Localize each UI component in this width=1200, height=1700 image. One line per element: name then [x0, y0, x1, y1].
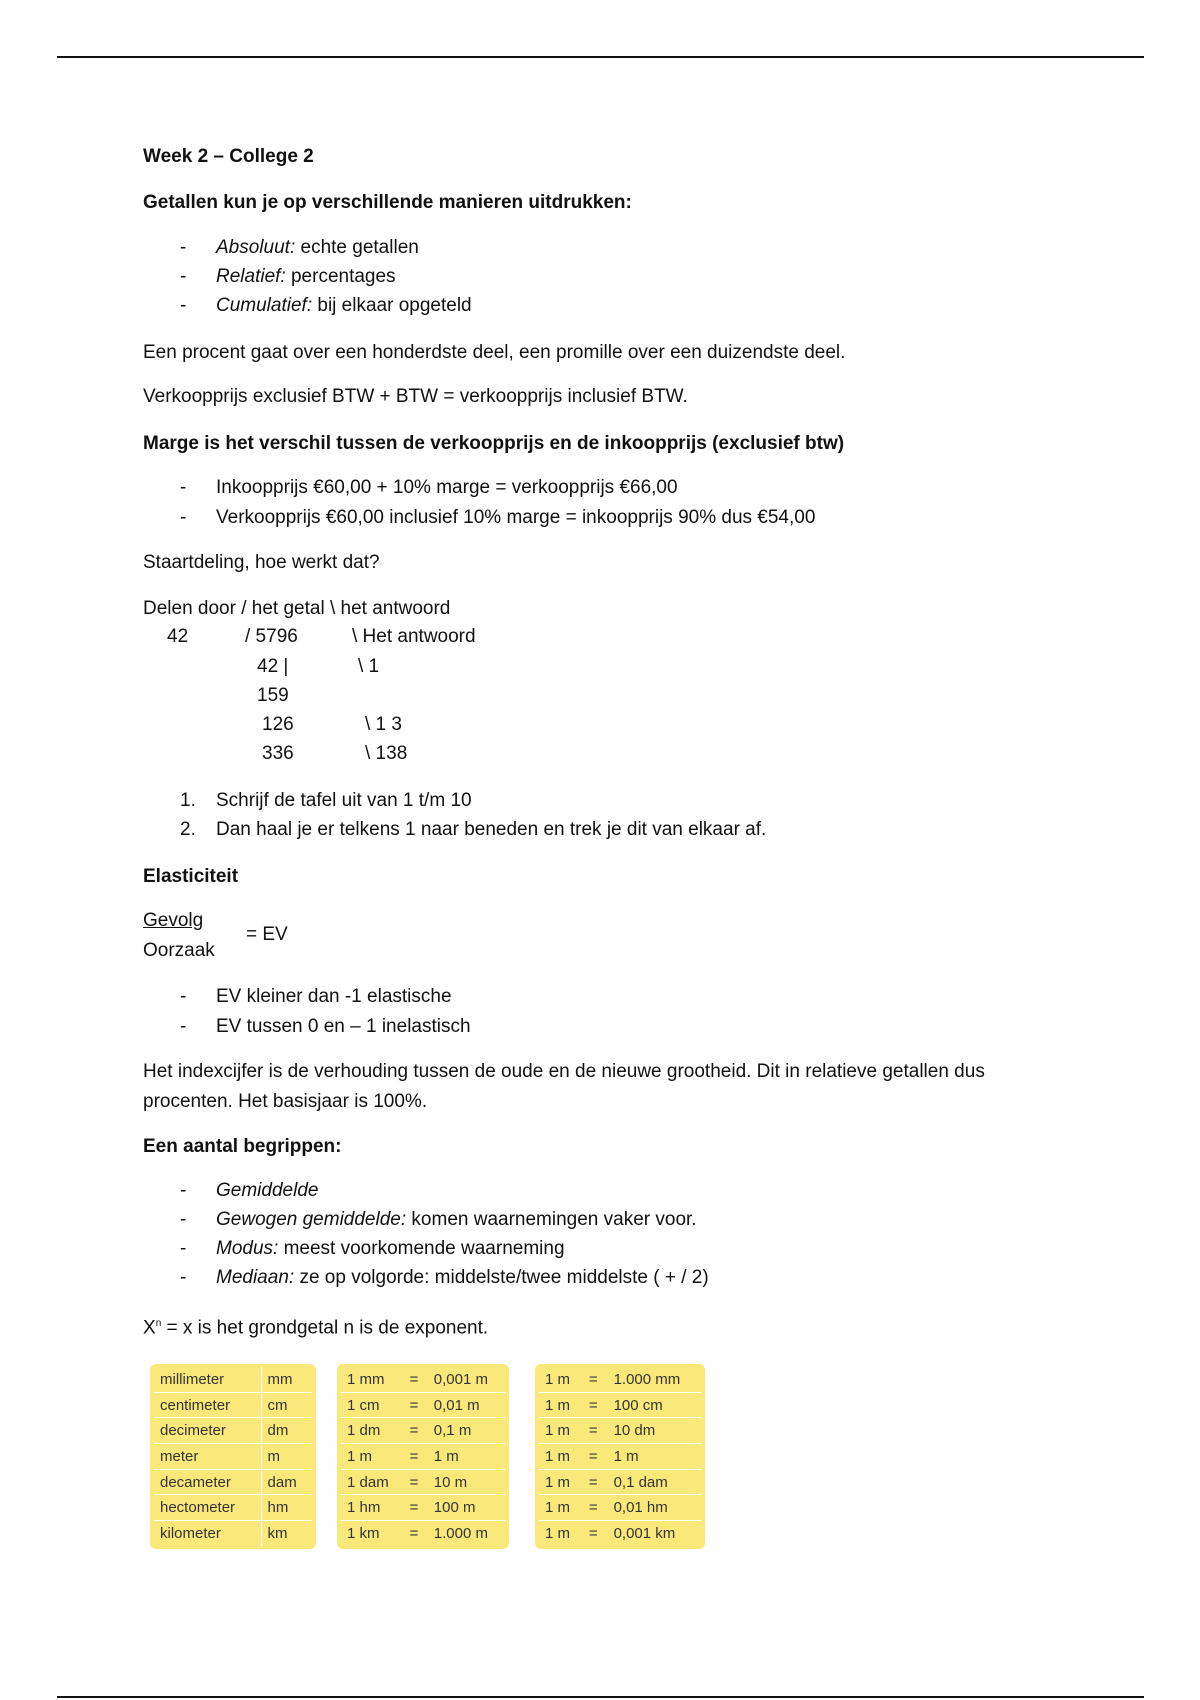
term-desc: percentages — [285, 266, 396, 287]
table-cell: m — [261, 1444, 312, 1470]
term-desc: komen waarnemingen vaker voor. — [406, 1209, 697, 1230]
division-step: 42 | — [257, 656, 289, 677]
term-desc: meest voorkomende waarneming — [278, 1238, 565, 1259]
table-cell: dam — [261, 1469, 312, 1495]
term: Cumulatief: — [216, 295, 313, 316]
table-cell: = — [583, 1392, 608, 1418]
table-cell: = — [404, 1495, 428, 1521]
term-desc: echte getallen — [295, 237, 419, 258]
division-answer: \ 138 — [365, 743, 408, 764]
table-cell: kilometer — [160, 1524, 221, 1542]
table-cell: 10 dm — [608, 1418, 701, 1444]
table-row — [341, 1521, 505, 1546]
bullet-dash: - — [180, 1267, 187, 1288]
term: Mediaan: — [216, 1267, 295, 1288]
table-cell: dm — [261, 1418, 312, 1444]
table-row — [341, 1418, 505, 1444]
step-text: Dan haal je er telkens 1 naar beneden en trek je dit van elkaar af. — [216, 819, 767, 840]
table-cell: 1 dm — [341, 1418, 404, 1444]
table-cell: km — [261, 1521, 312, 1546]
bullet-dash: - — [180, 1016, 187, 1037]
table-cell: 0,1 dam — [608, 1469, 701, 1495]
fraction-result: = EV — [246, 924, 288, 945]
btw-paragraph: Verkoopprijs exclusief BTW + BTW = verkoopprijs inclusief BTW. — [143, 386, 688, 407]
table-row — [341, 1367, 505, 1392]
division-divisor: 42 — [167, 626, 189, 647]
bullet-dash: - — [180, 986, 187, 1007]
bullet-dash: - — [180, 1238, 187, 1259]
table-cell: 1 m — [539, 1444, 583, 1470]
table-row — [154, 1444, 312, 1470]
division-answer: \ 1 3 — [365, 714, 402, 735]
fraction-numerator: Gevolg — [143, 910, 204, 931]
table-row — [154, 1418, 312, 1444]
term-desc: bij elkaar opgeteld — [312, 295, 472, 316]
table-cell: 100 cm — [608, 1392, 701, 1418]
exponent-line — [143, 1309, 488, 1342]
table-cell: 0,001 m — [428, 1367, 505, 1392]
table-cell: 1 m — [539, 1469, 583, 1495]
table-row — [154, 1392, 312, 1418]
table-cell: = — [583, 1469, 608, 1495]
table-cell: 1 m — [341, 1444, 404, 1470]
header-rule — [57, 56, 1144, 58]
table-row — [539, 1521, 701, 1546]
concepts-heading: Een aantal begrippen: — [143, 1136, 342, 1157]
table-cell: centimeter — [154, 1392, 261, 1418]
table-row — [539, 1367, 701, 1392]
bullet-dash: - — [180, 1209, 187, 1230]
bullet-dash: - — [180, 477, 187, 498]
table-row — [539, 1469, 701, 1495]
table-cell: = — [583, 1418, 608, 1444]
table-cell: 1.000 m — [433, 1524, 488, 1542]
footer-rule — [57, 1696, 1144, 1698]
table-cell: 100 m — [428, 1495, 505, 1521]
division-step: 159 — [257, 685, 289, 706]
table-row — [341, 1444, 505, 1470]
table-row — [539, 1418, 701, 1444]
table-row — [154, 1495, 312, 1521]
table-cell: 1.000 mm — [608, 1367, 701, 1392]
units-table — [150, 1364, 316, 1549]
percent-paragraph: Een procent gaat over een honderdste deel, een promille over een duizendste deel. — [143, 342, 846, 363]
table-cell: hm — [261, 1495, 312, 1521]
table-row — [539, 1495, 701, 1521]
table-cell: 1 m — [539, 1367, 583, 1392]
table-row — [539, 1444, 701, 1470]
table-row — [154, 1521, 312, 1546]
bullet-dash: - — [180, 295, 187, 316]
exponent-base: X — [143, 1317, 156, 1339]
table-cell: 1 m — [545, 1524, 571, 1542]
elasticity-heading: Elasticiteit — [143, 866, 239, 887]
step-text: Schrijf de tafel uit van 1 t/m 10 — [216, 790, 472, 811]
exponent-text: = x is het grondgetal n is de exponent. — [161, 1317, 489, 1339]
table-cell: 1 km — [347, 1524, 380, 1542]
table-cell: 0,01 m — [428, 1392, 505, 1418]
table-cell: 1 m — [428, 1444, 505, 1470]
elasticity-item: EV tussen 0 en – 1 inelastisch — [216, 1016, 471, 1037]
table-cell: decimeter — [154, 1418, 261, 1444]
table-cell: 1 m — [608, 1444, 701, 1470]
table-cell: = — [583, 1444, 608, 1470]
exponent-sup: n — [155, 1318, 162, 1329]
table-cell: = — [588, 1524, 598, 1542]
bullet-dash: - — [180, 237, 187, 258]
table-cell: = — [409, 1524, 419, 1542]
term-desc: ze op volgorde: middelste/twee middelste ( + / 2) — [294, 1267, 709, 1288]
table-cell: = — [404, 1418, 428, 1444]
table-cell: 0,1 m — [428, 1418, 505, 1444]
bullet-dash: - — [180, 266, 187, 287]
table-cell: meter — [154, 1444, 261, 1470]
division-answer-label: \ Het antwoord — [352, 626, 476, 647]
table-row — [539, 1392, 701, 1418]
table-cell: hectometer — [154, 1495, 261, 1521]
division-header: Delen door / het getal \ het antwoord — [143, 598, 451, 619]
division-step: 336 — [262, 743, 294, 764]
table-cell: millimeter — [154, 1367, 261, 1392]
table-cell: 1 m — [539, 1495, 583, 1521]
to-meter-table — [337, 1364, 509, 1549]
table-cell: 0,001 km — [613, 1524, 676, 1542]
bullet-dash: - — [180, 1180, 187, 1201]
table-cell: mm — [261, 1367, 312, 1392]
table-cell: cm — [261, 1392, 312, 1418]
table-cell: = — [404, 1392, 428, 1418]
table-cell: 1 hm — [341, 1495, 404, 1521]
bullet-dash: - — [180, 507, 187, 528]
table-cell: = — [404, 1444, 428, 1470]
table-cell: 1 m — [539, 1418, 583, 1444]
table-cell: = — [404, 1367, 428, 1392]
term: Gewogen gemiddelde: — [216, 1209, 407, 1230]
division-step: 126 — [262, 714, 294, 735]
staart-question: Staartdeling, hoe werkt dat? — [143, 552, 380, 573]
marge-item: Inkoopprijs €60,00 + 10% marge = verkoopprijs €66,00 — [216, 477, 678, 498]
term: Absoluut: — [216, 237, 296, 258]
from-meter-table — [535, 1364, 705, 1549]
table-row — [341, 1392, 505, 1418]
table-cell: 0,01 hm — [608, 1495, 701, 1521]
table-row — [341, 1469, 505, 1495]
index-paragraph-line: procenten. Het basisjaar is 100%. — [143, 1091, 428, 1112]
table-cell: = — [583, 1495, 608, 1521]
table-cell: = — [404, 1469, 428, 1495]
table-row — [154, 1367, 312, 1392]
marge-item: Verkoopprijs €60,00 inclusief 10% marge = inkoopprijs 90% dus €54,00 — [216, 507, 816, 528]
table-row — [341, 1495, 505, 1521]
table-cell: 1 cm — [341, 1392, 404, 1418]
term: Relatief: — [216, 266, 286, 287]
table-cell: 10 m — [428, 1469, 505, 1495]
term: Modus: — [216, 1238, 279, 1259]
term: Gemiddelde — [216, 1180, 319, 1201]
division-dividend: / 5796 — [245, 626, 298, 647]
page-title: Week 2 – College 2 — [143, 146, 314, 167]
division-answer: \ 1 — [358, 656, 380, 677]
step-number: 1. — [180, 790, 196, 811]
table-cell: 1 m — [539, 1392, 583, 1418]
table-cell: = — [583, 1367, 608, 1392]
numbers-heading: Getallen kun je op verschillende manieren uitdrukken: — [143, 192, 632, 213]
elasticity-item: EV kleiner dan -1 elastische — [216, 986, 452, 1007]
step-number: 2. — [180, 819, 196, 840]
table-row — [154, 1469, 312, 1495]
table-cell: 1 dam — [341, 1469, 404, 1495]
marge-heading: Marge is het verschil tussen de verkoopprijs en de inkoopprijs (exclusief btw) — [143, 433, 845, 454]
index-paragraph-line: Het indexcijfer is de verhouding tussen de oude en de nieuwe grootheid. Dit in relatieve getallen dus — [143, 1061, 985, 1082]
fraction-denominator: Oorzaak — [143, 940, 215, 961]
table-cell: decameter — [154, 1469, 261, 1495]
table-cell: 1 mm — [341, 1367, 404, 1392]
